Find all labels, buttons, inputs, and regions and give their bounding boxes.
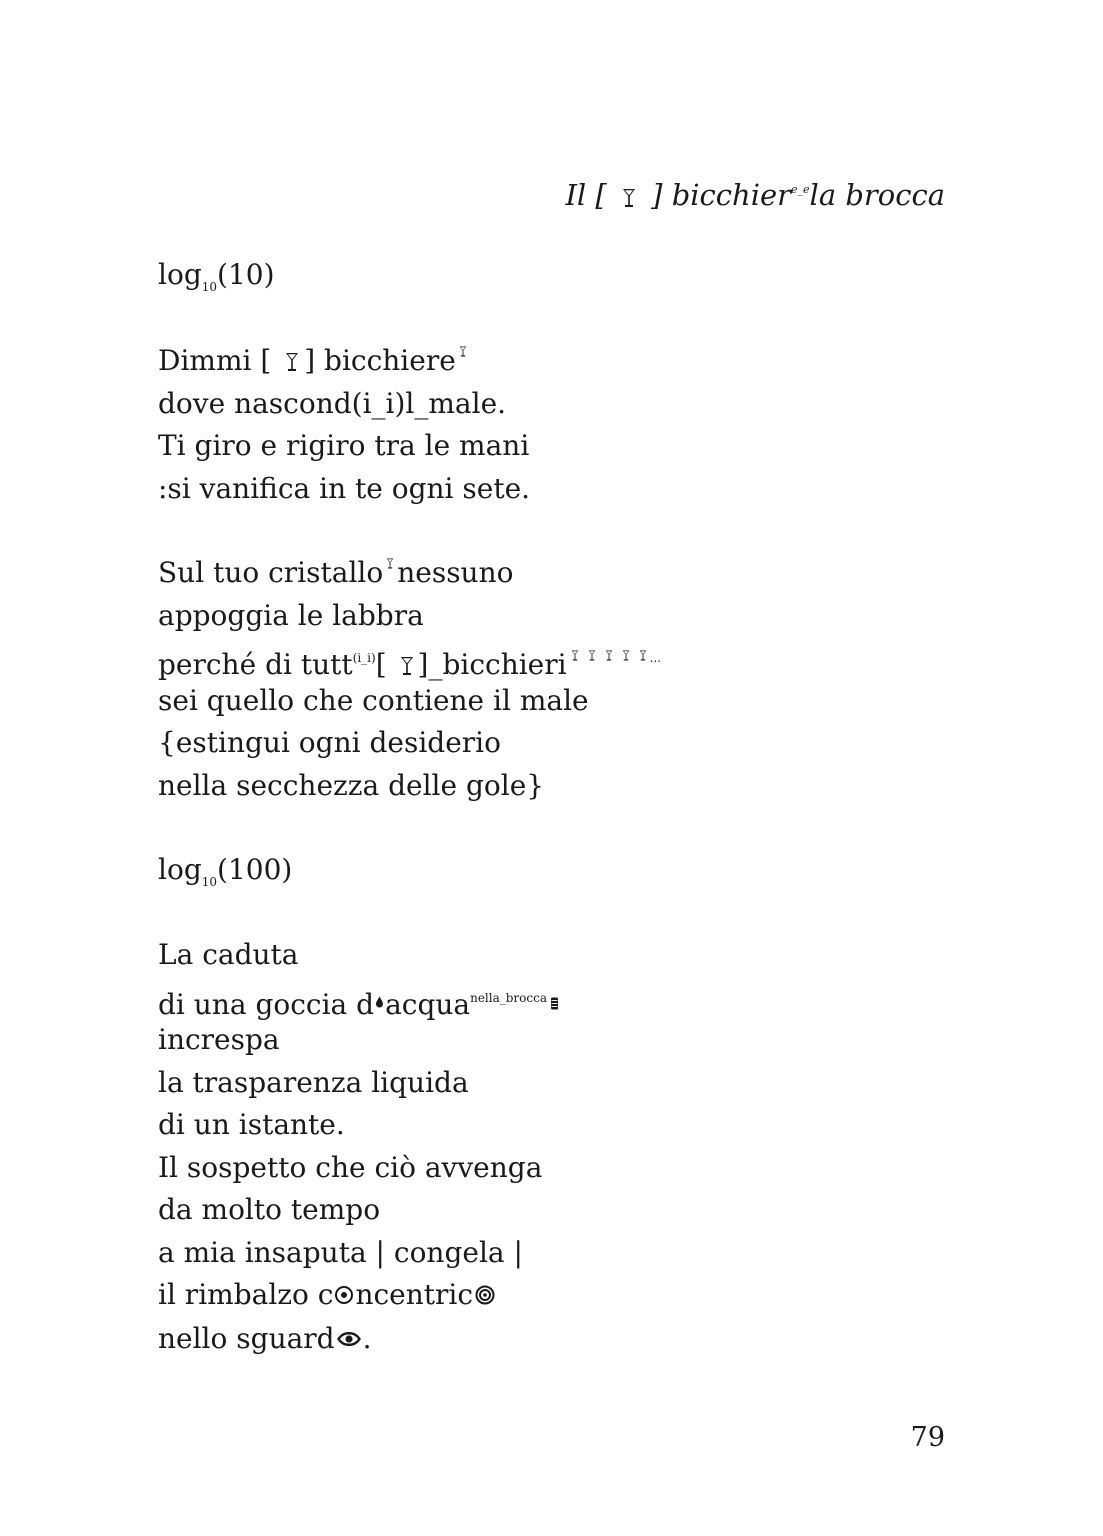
stanza3-line3: increspa [158,1023,280,1056]
stanza2-line5: {estingui ogni desiderio [158,726,501,759]
cocktail-glass-icon [386,558,394,569]
text-segment: nello sguard [158,1322,335,1355]
target-icon [475,1275,495,1317]
log-argument: (100) [217,853,293,886]
stanza2-line4: sei quello che contiene il male [158,684,589,717]
running-title [565,170,945,215]
section-heading-2 [158,849,292,891]
jug-icon [550,980,559,1022]
text-segment: di una goccia d [158,988,375,1021]
stanza2-line3 [158,637,661,679]
stanza3-line7: da molto tempo [158,1193,381,1226]
stanza3-line5: di un istante. [158,1108,345,1141]
cocktail-glass-icon [571,650,579,661]
log-base: 10 [201,280,218,294]
running-title-end: la brocca [809,178,945,212]
cocktail-glass-icon [588,650,596,661]
cocktail-glass-icon [605,650,613,661]
text-segment: perché di tutt [158,648,353,681]
stanza3-line9 [158,1274,495,1316]
cocktail-glass-icon [459,346,467,357]
page-number: 79 [910,1422,945,1453]
log-base: 10 [201,875,218,889]
text-segment: acqua [385,988,471,1021]
stanza2-line6: nella secchezza delle gole} [158,769,545,802]
running-title-post: ] bicchier [651,178,792,212]
stanza3-line6: Il sospetto che ciò avvenga [158,1151,543,1184]
text-segment: nessuno [397,556,514,589]
cocktail-glass-icon [285,352,299,372]
stanza1-line1 [158,340,468,382]
text-segment: il rimbalzo c [158,1278,334,1311]
cocktail-glass-icon [622,188,636,208]
cocktail-glass-icon [622,650,630,661]
stanza1-line3: Ti giro e rigiro tra le mani [158,429,530,462]
stanza3-line1: La caduta [158,938,299,971]
stanza3-line2 [158,977,559,1019]
text-segment: . [362,1322,372,1355]
text-segment: Sul tuo cristallo [158,556,384,589]
superscript: nella_brocca [470,991,547,1005]
text-segment: [ [375,648,387,681]
stanza3-line10 [158,1317,372,1359]
text-segment: ]_bicchieri [417,648,567,681]
stanza2-line1 [158,552,513,594]
stanza1-line4: :si vanifica in te ogni sete. [158,472,531,505]
stanza3-line8: a mia insaputa | congela | [158,1236,523,1269]
dot-circle-icon [334,1275,354,1317]
stanza3-line4: la trasparenza liquida [158,1066,469,1099]
cocktail-glass-icon [639,650,647,661]
cocktail-glass-icon [400,656,414,676]
running-title-sup: e_e [791,183,810,196]
text-segment: ] bicchiere [304,344,456,377]
superscript: (i_i) [352,651,376,665]
text-segment: Dimmi [ [158,344,272,377]
ellipsis: ... [649,651,662,665]
stanza2-line2: appoggia le labbra [158,599,424,632]
section-heading-1 [158,254,275,296]
log-text: log [158,258,202,291]
log-text: log [158,853,202,886]
stanza1-line2: dove nascond(i_i)l_male. [158,387,507,420]
log-argument: (10) [217,258,275,291]
water-drop-icon [375,978,384,1020]
text-segment: ncentric [355,1278,474,1311]
eye-icon [336,1317,362,1359]
running-title-pre: Il [ [565,178,607,212]
